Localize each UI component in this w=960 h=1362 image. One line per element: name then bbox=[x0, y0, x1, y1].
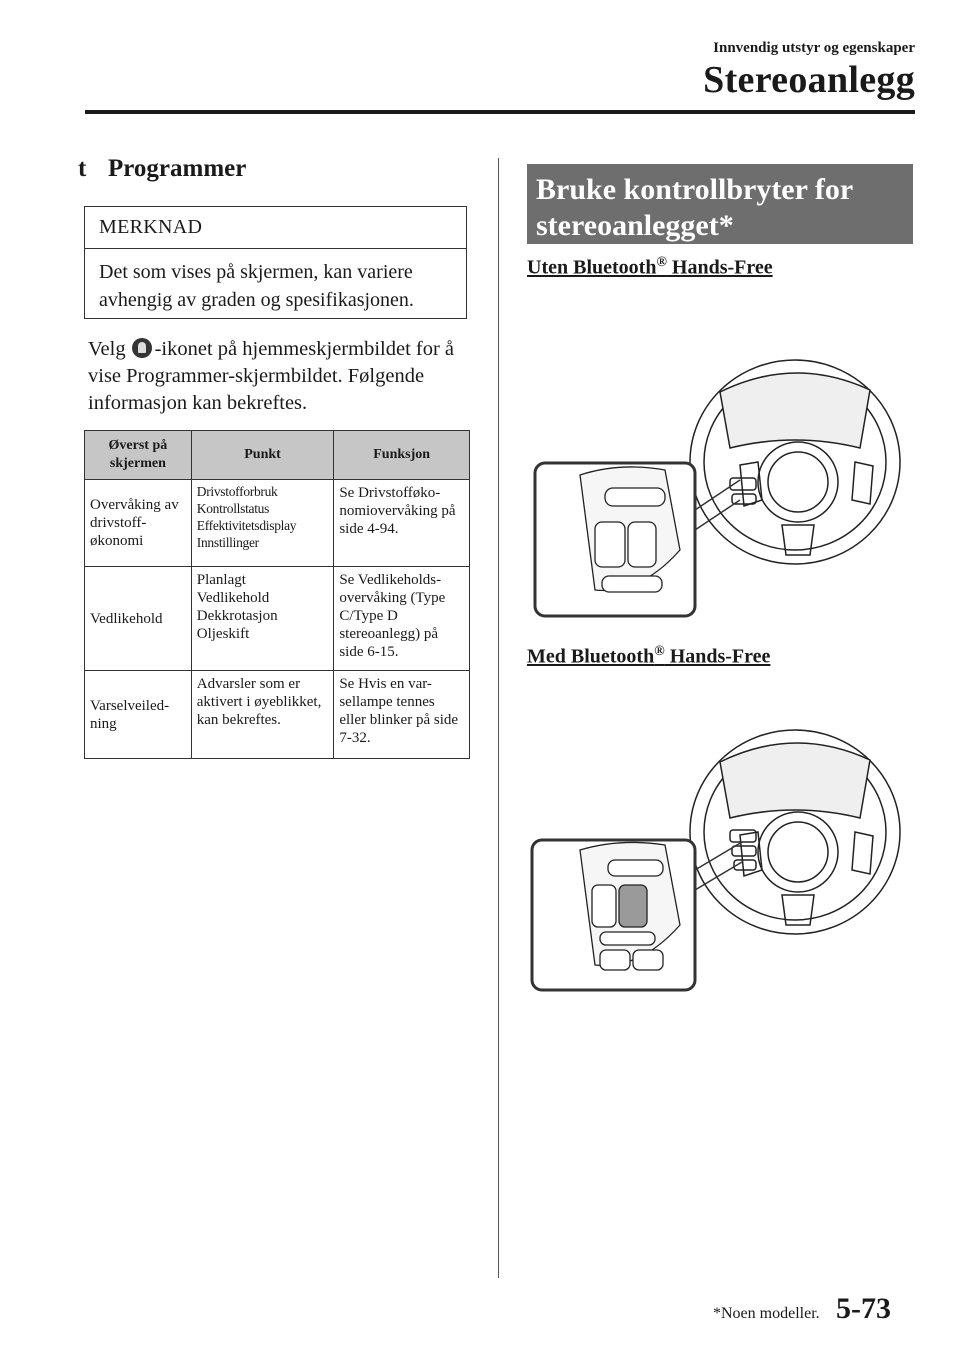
note-text: Det som vises på skjermen, kan variere avhengig av graden og spesifikasjonen. bbox=[99, 261, 414, 311]
seek-buttons bbox=[605, 488, 665, 506]
intro-text-start: Velg bbox=[88, 338, 126, 360]
section-banner bbox=[527, 164, 913, 244]
steering-wheel-hub bbox=[758, 442, 838, 522]
subheading-text: Hands-Free bbox=[664, 645, 771, 668]
subheading-text: Med Bluetooth bbox=[527, 645, 655, 668]
chapter-title: Stereoanlegg bbox=[703, 59, 915, 101]
section-marker: t bbox=[78, 155, 87, 182]
table-item: Drivstofforbruk bbox=[196, 484, 278, 499]
intro-paragraph bbox=[88, 336, 488, 417]
registered-mark: ® bbox=[654, 644, 665, 659]
talk-button bbox=[600, 932, 655, 945]
banner-line: stereoanlegget* bbox=[536, 209, 734, 242]
section-heading bbox=[78, 155, 246, 183]
table-cell-top: Overvåking av drivstoff-økonomi bbox=[85, 480, 192, 567]
table-cell-top: Vedlikehold bbox=[85, 567, 192, 671]
steering-wheel-illustration-without-bluetooth bbox=[530, 350, 910, 620]
footnote: *Noen modeller. bbox=[713, 1305, 820, 1322]
seek-buttons bbox=[608, 860, 663, 876]
table-item: Planlagt bbox=[196, 572, 246, 588]
pick-up-button bbox=[600, 950, 630, 970]
note-label: MERKNAD bbox=[85, 207, 466, 249]
header-rule bbox=[85, 110, 915, 114]
table-row bbox=[85, 671, 470, 759]
applications-icon bbox=[132, 338, 152, 358]
volume-switch bbox=[595, 522, 625, 567]
subheading-text: Hands-Free bbox=[666, 256, 773, 279]
subheading-without-bluetooth bbox=[527, 255, 773, 280]
section-title: Programmer bbox=[108, 155, 247, 182]
mode-info-buttons bbox=[628, 522, 656, 567]
subheading-text: Uten Bluetooth bbox=[527, 256, 657, 279]
voice-button bbox=[619, 885, 647, 927]
mute-button bbox=[602, 576, 662, 592]
table-header-row bbox=[85, 431, 470, 480]
table-item: Kontrollstatus bbox=[196, 501, 270, 516]
table-item: Effektivitetsdisplay bbox=[196, 518, 297, 533]
table-cell-function: Se Drivstofføko-nomiovervåking på side 4-94. bbox=[334, 480, 470, 567]
intro-text-end: -ikonet på hjemmeskjermbildet for å vise Programmer-skjermbildet. Følgende informasjon kan bekreftes. bbox=[88, 338, 455, 414]
table-row bbox=[85, 567, 470, 671]
table-header-top: Øverst på skjermen bbox=[85, 431, 192, 480]
banner-line: Bruke kontrollbryter for bbox=[536, 173, 854, 206]
table-cell-function: Se Hvis en var-sellampe tennes eller blinker på side 7-32. bbox=[334, 671, 470, 759]
table-item: Dekkrotasjon bbox=[196, 608, 278, 624]
table-item: Innstillinger bbox=[196, 535, 259, 550]
volume-switch bbox=[592, 885, 616, 927]
column-divider bbox=[498, 158, 499, 1278]
registered-mark: ® bbox=[656, 255, 667, 270]
table-cell-items bbox=[191, 480, 334, 567]
table-cell-items bbox=[191, 567, 334, 671]
page-number: 5-73 bbox=[836, 1292, 891, 1325]
table-cell-top: Varselveiled-ning bbox=[85, 671, 192, 759]
steering-wheel-hub bbox=[758, 812, 838, 892]
table-row bbox=[85, 480, 470, 567]
table-item: Vedlikehold bbox=[196, 590, 270, 606]
subheading-with-bluetooth bbox=[527, 644, 770, 669]
table-cell-function: Se Vedlikeholds-overvåking (Type C/Type D stereoanlegg) på side 6-15. bbox=[334, 567, 470, 671]
note-box bbox=[84, 206, 467, 319]
table-header-function: Funksjon bbox=[334, 431, 470, 480]
table-item: Oljeskift bbox=[196, 626, 250, 642]
programs-table bbox=[84, 430, 470, 759]
steering-wheel-illustration-with-bluetooth bbox=[530, 720, 910, 995]
table-cell-items: Advarsler som er aktivert i øyeblikket, kan bekreftes. bbox=[191, 671, 334, 759]
chapter-subtitle: Innvendig utstyr og egenskaper bbox=[713, 40, 915, 56]
hang-up-button bbox=[633, 950, 663, 970]
table-header-item: Punkt bbox=[191, 431, 334, 480]
